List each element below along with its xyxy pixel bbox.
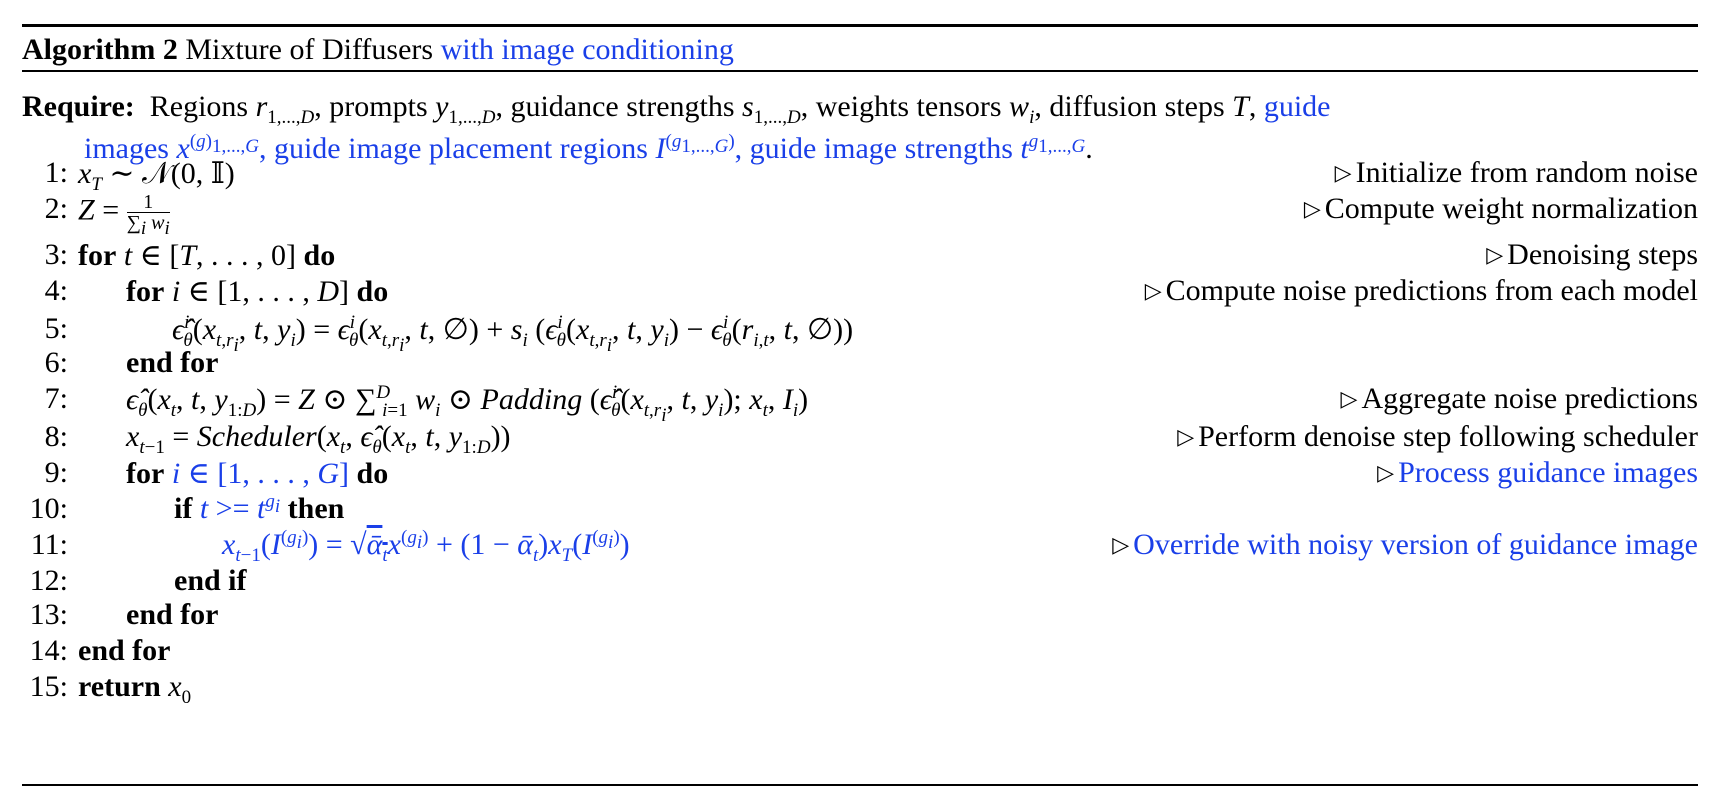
top-rule bbox=[22, 24, 1698, 27]
line-code: for i ∈ [1, . . . , G] do bbox=[126, 457, 389, 490]
line-code: $x_{t-1}(I^{(g_i)})$ = $√ᾱ_tx^{(g_i)} + (1$ − $ᾱ_t)x_T(I^{(g_i)})$ bbox=[222, 527, 630, 566]
require-highlight-1: guide bbox=[1263, 90, 1331, 123]
line-number: 5: bbox=[44, 312, 68, 345]
algorithm-line-1 bbox=[0, 156, 1718, 196]
line-code: for t ∈ [T, . . . , 0] do bbox=[78, 239, 336, 272]
line-code: $x_{t-1}$ = $Scheduler(x_t$, $\epsilon̂_\theta(x_t$, t, $y_{1:D}$)) bbox=[126, 420, 511, 458]
algorithm-line-6 bbox=[0, 346, 1718, 386]
algorithm-line-8 bbox=[0, 420, 1718, 460]
title-rule bbox=[22, 70, 1698, 72]
line-number: 9: bbox=[44, 456, 68, 489]
algorithm-title-highlight: with image conditioning bbox=[440, 33, 734, 66]
algorithm-line-14 bbox=[0, 634, 1718, 674]
algorithm-label: Algorithm 2 bbox=[22, 33, 178, 66]
line-number: 6: bbox=[44, 346, 68, 379]
algorithm-line-15 bbox=[0, 670, 1718, 710]
line-code: return $x_0$ bbox=[78, 670, 192, 708]
line-number: 15: bbox=[29, 670, 68, 703]
algorithm-line-13 bbox=[0, 598, 1718, 638]
algorithm-line-4 bbox=[0, 274, 1718, 314]
line-number: 4: bbox=[44, 274, 68, 307]
line-comment: ▷ Compute weight normalization bbox=[1303, 192, 1698, 225]
line-code: end for bbox=[78, 634, 171, 667]
line-number: 2: bbox=[44, 192, 68, 225]
require-highlight-2: images $x^{(g)_{1,...,G}}$, guide image placement regions $I^{(g_{1,...,G})}$, guide image strengths $t^{g_{1,...,G}}$ bbox=[84, 131, 1086, 165]
line-number: 3: bbox=[44, 238, 68, 271]
algorithm-name: Mixture of Diffusers bbox=[185, 33, 434, 66]
line-comment: ▷ Aggregate noise predictions bbox=[1340, 382, 1698, 415]
line-code: $\epsilon̂_\theta(x_t$, t, $y_{1:D}) = Z$ ⊙ ∑$^D_{i=1}$ $w_i$ ⊙ Padding ($\epsilon̂^i_\theta(x_{t,r_i}$, t, $y_i$); $x_t$, $I_i$) bbox=[126, 382, 809, 426]
algorithm-line-11 bbox=[0, 528, 1718, 568]
line-code: if $t >= t^{g_i}$ then bbox=[174, 491, 345, 525]
line-comment: ▷ Override with noisy version of guidance image bbox=[1112, 528, 1698, 561]
require-text: Regions $r_{1,...,D}$, prompts $y_{1,...,D}$, guidance strengths $s_{1,...,D}$, weights tensors $w_i$, diffusion steps T, bbox=[149, 90, 1257, 128]
require-end: . bbox=[1085, 132, 1093, 165]
comment-triangle-icon: ▷ bbox=[1377, 460, 1395, 485]
algorithm-line-7 bbox=[0, 382, 1718, 426]
line-number: 11: bbox=[30, 528, 68, 561]
line-comment: ▷ Process guidance images bbox=[1377, 456, 1698, 489]
line-code: $x_T$ ∼ 𝒩(0, 𝕀) bbox=[78, 157, 235, 195]
comment-triangle-icon: ▷ bbox=[1112, 532, 1130, 557]
bottom-rule bbox=[22, 784, 1698, 786]
line-number: 8: bbox=[44, 420, 68, 453]
algorithm-line-10 bbox=[0, 492, 1718, 532]
line-code: Z = $\frac{1}{\sum_i w_i}$ bbox=[78, 191, 170, 239]
line-number: 13: bbox=[29, 598, 68, 631]
line-code: end if bbox=[174, 564, 247, 597]
line-comment: ▷ Denoising steps bbox=[1486, 238, 1698, 271]
line-number: 12: bbox=[29, 564, 68, 597]
comment-triangle-icon: ▷ bbox=[1177, 424, 1195, 449]
algorithm-title bbox=[22, 33, 734, 67]
line-number: 7: bbox=[44, 382, 68, 415]
comment-triangle-icon: ▷ bbox=[1486, 242, 1504, 267]
line-code: end for bbox=[126, 346, 219, 379]
line-comment: ▷ Compute noise predictions from each model bbox=[1144, 274, 1698, 307]
comment-triangle-icon: ▷ bbox=[1303, 196, 1321, 221]
line-code: $\epsilon̂^i_\theta(x_{t,r_i}$, t, $y_i) = \epsilon^i_\theta(x_{t,r_i}$, t, ∅) + $s_i$ ($\epsilon^i_\theta(x_{t,r_i}$, t, $y_i) - \epsilon^i_\theta(r_{i,t}$, t, ∅)) bbox=[172, 312, 854, 356]
algorithm-line-3 bbox=[0, 238, 1718, 278]
algorithm-line-2 bbox=[0, 191, 1718, 239]
line-comment: ▷ Initialize from random noise bbox=[1334, 156, 1698, 189]
line-code: for i ∈ [1, . . . , D] do bbox=[126, 275, 389, 308]
normalization-fraction: $\frac{1}{\sum_i w_i}$ bbox=[126, 191, 170, 239]
comment-triangle-icon: ▷ bbox=[1144, 278, 1162, 303]
line-number: 10: bbox=[29, 492, 68, 525]
algorithm-line-9 bbox=[0, 456, 1718, 496]
line-number: 14: bbox=[29, 634, 68, 667]
line-number: 1: bbox=[44, 156, 68, 189]
line-comment: ▷ Perform denoise step following scheduler bbox=[1177, 420, 1698, 453]
require-label: Require: bbox=[22, 90, 135, 123]
comment-triangle-icon: ▷ bbox=[1334, 160, 1352, 185]
line-code: end for bbox=[126, 598, 219, 631]
comment-triangle-icon: ▷ bbox=[1340, 386, 1358, 411]
